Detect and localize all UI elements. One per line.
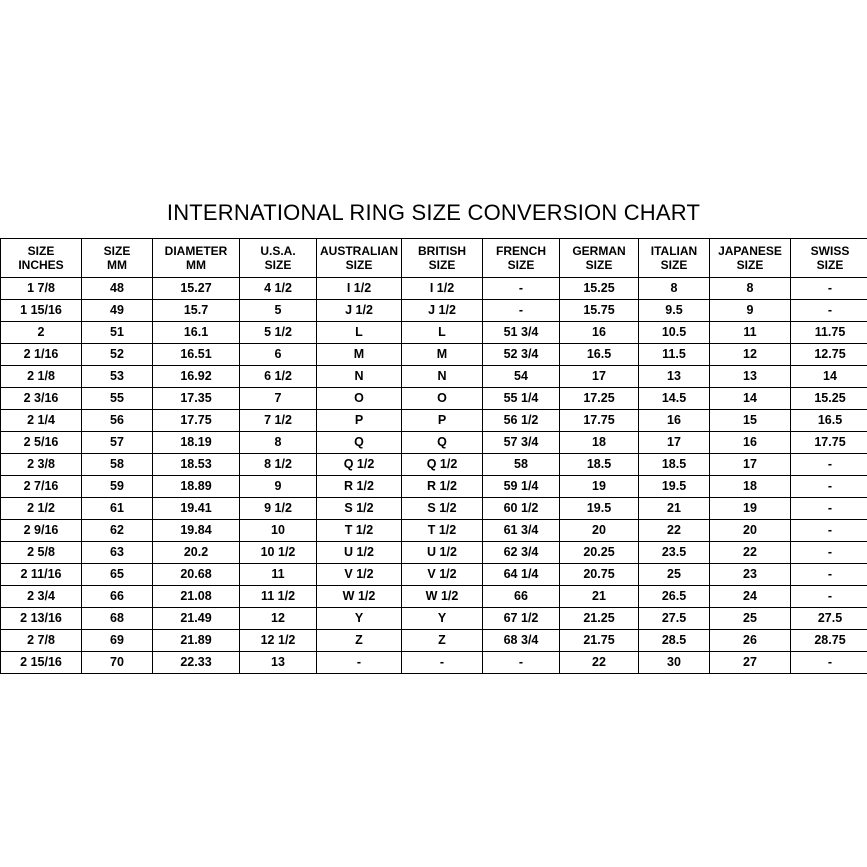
ring-size-chart <box>0 200 867 674</box>
table-cell: - <box>791 564 867 586</box>
table-cell: 15.7 <box>153 300 240 322</box>
column-header-diameter-mm <box>153 239 240 278</box>
header-line-2: SIZE <box>264 258 292 272</box>
table-cell: 18.5 <box>639 454 710 476</box>
table-cell: 21.75 <box>560 630 639 652</box>
table-cell: S 1/2 <box>317 498 402 520</box>
table-row <box>1 476 867 498</box>
table-cell: 11 <box>240 564 317 586</box>
table-cell: 63 <box>82 542 153 564</box>
table-cell: 12.75 <box>791 344 867 366</box>
header-line-1: SWISS <box>810 244 850 258</box>
table-cell: 2 3/8 <box>1 454 82 476</box>
table-row <box>1 278 867 300</box>
table-cell: 67 1/2 <box>483 608 560 630</box>
table-cell: 13 <box>240 652 317 674</box>
table-cell: 20.75 <box>560 564 639 586</box>
table-cell: Z <box>317 630 402 652</box>
table-cell: 56 <box>82 410 153 432</box>
table-cell: - <box>791 454 867 476</box>
column-header-japanese-size <box>710 239 791 278</box>
table-cell: V 1/2 <box>402 564 483 586</box>
table-cell: 25 <box>639 564 710 586</box>
table-cell: 16.5 <box>560 344 639 366</box>
table-cell: O <box>402 388 483 410</box>
table-cell: - <box>483 652 560 674</box>
table-cell: L <box>317 322 402 344</box>
table-cell: 15.27 <box>153 278 240 300</box>
table-cell: T 1/2 <box>402 520 483 542</box>
table-cell: 64 1/4 <box>483 564 560 586</box>
table-cell: 15.25 <box>791 388 867 410</box>
header-line-1: DIAMETER <box>164 244 228 258</box>
table-cell: - <box>402 652 483 674</box>
table-cell: 12 1/2 <box>240 630 317 652</box>
table-cell: 21.49 <box>153 608 240 630</box>
table-cell: 61 3/4 <box>483 520 560 542</box>
table-cell: 17 <box>560 366 639 388</box>
table-cell: 2 9/16 <box>1 520 82 542</box>
table-row <box>1 564 867 586</box>
table-cell: 22.33 <box>153 652 240 674</box>
table-cell: - <box>483 278 560 300</box>
header-line-2: SIZE <box>736 258 764 272</box>
column-header-usa-size <box>240 239 317 278</box>
table-cell: 22 <box>639 520 710 542</box>
table-cell: 17 <box>639 432 710 454</box>
table-cell: R 1/2 <box>317 476 402 498</box>
table-cell: 8 <box>240 432 317 454</box>
table-cell: 19 <box>560 476 639 498</box>
table-cell: - <box>483 300 560 322</box>
table-cell: 28.5 <box>639 630 710 652</box>
header-line-2: SIZE <box>816 258 844 272</box>
table-cell: 22 <box>710 542 791 564</box>
table-cell: 2 15/16 <box>1 652 82 674</box>
table-cell: 57 3/4 <box>483 432 560 454</box>
table-row <box>1 498 867 520</box>
table-cell: 18.89 <box>153 476 240 498</box>
table-cell: 2 11/16 <box>1 564 82 586</box>
table-cell: J 1/2 <box>317 300 402 322</box>
table-cell: J 1/2 <box>402 300 483 322</box>
table-cell: 16 <box>710 432 791 454</box>
table-cell: 20 <box>560 520 639 542</box>
table-cell: I 1/2 <box>317 278 402 300</box>
table-row <box>1 586 867 608</box>
table-row <box>1 322 867 344</box>
header-line-2: SIZE <box>660 258 688 272</box>
table-cell: 1 7/8 <box>1 278 82 300</box>
table-cell: 9 1/2 <box>240 498 317 520</box>
table-cell: 19.41 <box>153 498 240 520</box>
table-cell: 52 <box>82 344 153 366</box>
header-line-1: FRENCH <box>496 244 546 258</box>
table-cell: 54 <box>483 366 560 388</box>
table-cell: 17.75 <box>791 432 867 454</box>
table-row <box>1 366 867 388</box>
table-cell: 19 <box>710 498 791 520</box>
table-cell: 12 <box>710 344 791 366</box>
table-cell: 14 <box>791 366 867 388</box>
table-cell: 66 <box>483 586 560 608</box>
header-line-2: SIZE <box>428 258 456 272</box>
table-cell: 15 <box>710 410 791 432</box>
table-cell: 2 1/2 <box>1 498 82 520</box>
table-cell: 18.53 <box>153 454 240 476</box>
table-cell: R 1/2 <box>402 476 483 498</box>
table-cell: - <box>791 542 867 564</box>
page-title: INTERNATIONAL RING SIZE CONVERSION CHART <box>166 200 701 225</box>
table-cell: 2 7/16 <box>1 476 82 498</box>
header-line-2: INCHES <box>18 258 64 272</box>
table-cell: U 1/2 <box>402 542 483 564</box>
table-cell: 8 <box>639 278 710 300</box>
table-cell: 51 <box>82 322 153 344</box>
table-cell: 2 <box>1 322 82 344</box>
table-cell: 16.92 <box>153 366 240 388</box>
column-header-australian-size <box>317 239 402 278</box>
table-cell: Q 1/2 <box>317 454 402 476</box>
table-cell: 20.2 <box>153 542 240 564</box>
table-cell: Q 1/2 <box>402 454 483 476</box>
table-cell: 20.68 <box>153 564 240 586</box>
table-cell: L <box>402 322 483 344</box>
header-line-2: SIZE <box>507 258 535 272</box>
header-line-2: MM <box>186 258 206 272</box>
table-cell: 18 <box>560 432 639 454</box>
table-cell: Y <box>317 608 402 630</box>
header-line-2: MM <box>107 258 127 272</box>
header-line-2: SIZE <box>345 258 373 272</box>
table-cell: 16 <box>639 410 710 432</box>
column-header-british-size <box>402 239 483 278</box>
table-cell: 21.08 <box>153 586 240 608</box>
table-cell: 16.1 <box>153 322 240 344</box>
table-cell: 21 <box>639 498 710 520</box>
header-line-1: JAPANESE <box>718 244 782 258</box>
table-cell: 52 3/4 <box>483 344 560 366</box>
table-cell: - <box>317 652 402 674</box>
table-cell: 17.75 <box>560 410 639 432</box>
table-cell: 2 5/16 <box>1 432 82 454</box>
table-cell: 14.5 <box>639 388 710 410</box>
table-cell: 4 1/2 <box>240 278 317 300</box>
table-cell: 17 <box>710 454 791 476</box>
table-cell: Q <box>402 432 483 454</box>
column-header-size-mm <box>82 239 153 278</box>
header-line-1: ITALIAN <box>650 244 698 258</box>
table-cell: 58 <box>82 454 153 476</box>
table-cell: - <box>791 586 867 608</box>
table-cell: Z <box>402 630 483 652</box>
table-body <box>1 278 867 674</box>
table-cell: 65 <box>82 564 153 586</box>
table-cell: P <box>402 410 483 432</box>
table-cell: 48 <box>82 278 153 300</box>
table-cell: W 1/2 <box>402 586 483 608</box>
header-row <box>1 239 867 278</box>
table-row <box>1 432 867 454</box>
table-cell: 62 3/4 <box>483 542 560 564</box>
table-cell: 55 <box>82 388 153 410</box>
table-cell: - <box>791 278 867 300</box>
table-cell: N <box>402 366 483 388</box>
table-cell: 69 <box>82 630 153 652</box>
table-cell: 2 5/8 <box>1 542 82 564</box>
table-cell: 18 <box>710 476 791 498</box>
table-cell: - <box>791 520 867 542</box>
column-header-swiss-size <box>791 239 867 278</box>
table-cell: 7 1/2 <box>240 410 317 432</box>
table-cell: - <box>791 652 867 674</box>
table-cell: 24 <box>710 586 791 608</box>
column-header-german-size <box>560 239 639 278</box>
table-cell: 9.5 <box>639 300 710 322</box>
table-cell: 5 <box>240 300 317 322</box>
conversion-table <box>0 238 867 674</box>
table-cell: 10.5 <box>639 322 710 344</box>
table-cell: 2 3/4 <box>1 586 82 608</box>
table-cell: 14 <box>710 388 791 410</box>
table-cell: 1 15/16 <box>1 300 82 322</box>
table-cell: 16 <box>560 322 639 344</box>
table-cell: 20 <box>710 520 791 542</box>
table-cell: W 1/2 <box>317 586 402 608</box>
table-cell: 27.5 <box>639 608 710 630</box>
table-cell: 6 <box>240 344 317 366</box>
table-cell: 15.25 <box>560 278 639 300</box>
table-cell: - <box>791 476 867 498</box>
table-cell: 56 1/2 <box>483 410 560 432</box>
table-cell: N <box>317 366 402 388</box>
table-cell: 51 3/4 <box>483 322 560 344</box>
table-cell: 8 <box>710 278 791 300</box>
table-cell: 19.84 <box>153 520 240 542</box>
column-header-french-size <box>483 239 560 278</box>
column-header-size-inches <box>1 239 82 278</box>
table-cell: 11.75 <box>791 322 867 344</box>
table-cell: 27 <box>710 652 791 674</box>
table-cell: 27.5 <box>791 608 867 630</box>
table-cell: V 1/2 <box>317 564 402 586</box>
header-line-1: SIZE <box>27 244 55 258</box>
table-cell: - <box>791 498 867 520</box>
table-cell: 13 <box>710 366 791 388</box>
table-row <box>1 454 867 476</box>
table-cell: 53 <box>82 366 153 388</box>
table-cell: 11.5 <box>639 344 710 366</box>
table-cell: 12 <box>240 608 317 630</box>
table-cell: 59 <box>82 476 153 498</box>
table-cell: U 1/2 <box>317 542 402 564</box>
table-cell: 17.75 <box>153 410 240 432</box>
table-cell: 17.25 <box>560 388 639 410</box>
header-line-1: SIZE <box>103 244 131 258</box>
table-row <box>1 608 867 630</box>
table-cell: 62 <box>82 520 153 542</box>
table-header <box>1 239 867 278</box>
table-cell: S 1/2 <box>402 498 483 520</box>
table-cell: 49 <box>82 300 153 322</box>
table-cell: 13 <box>639 366 710 388</box>
table-cell: 9 <box>240 476 317 498</box>
table-cell: 9 <box>710 300 791 322</box>
table-cell: 28.75 <box>791 630 867 652</box>
table-cell: 2 13/16 <box>1 608 82 630</box>
header-line-1: GERMAN <box>572 244 626 258</box>
header-line-1: U.S.A. <box>260 244 296 258</box>
table-cell: 66 <box>82 586 153 608</box>
table-cell: 21.25 <box>560 608 639 630</box>
table-cell: 21.89 <box>153 630 240 652</box>
table-cell: 5 1/2 <box>240 322 317 344</box>
table-row <box>1 652 867 674</box>
table-row <box>1 410 867 432</box>
table-cell: 18.5 <box>560 454 639 476</box>
table-cell: 19.5 <box>560 498 639 520</box>
table-cell: 2 1/8 <box>1 366 82 388</box>
header-line-2: SIZE <box>585 258 613 272</box>
column-header-italian-size <box>639 239 710 278</box>
table-row <box>1 344 867 366</box>
table-cell: 6 1/2 <box>240 366 317 388</box>
table-cell: M <box>317 344 402 366</box>
table-cell: 18.19 <box>153 432 240 454</box>
table-row <box>1 630 867 652</box>
table-cell: 10 1/2 <box>240 542 317 564</box>
table-cell: 61 <box>82 498 153 520</box>
table-cell: 20.25 <box>560 542 639 564</box>
table-cell: 11 1/2 <box>240 586 317 608</box>
table-cell: 26.5 <box>639 586 710 608</box>
table-cell: I 1/2 <box>402 278 483 300</box>
table-cell: - <box>791 300 867 322</box>
table-cell: 23.5 <box>639 542 710 564</box>
table-cell: 25 <box>710 608 791 630</box>
table-cell: 16.5 <box>791 410 867 432</box>
table-cell: 68 <box>82 608 153 630</box>
header-line-1: BRITISH <box>418 244 466 258</box>
table-cell: 2 3/16 <box>1 388 82 410</box>
table-cell: 19.5 <box>639 476 710 498</box>
table-cell: 22 <box>560 652 639 674</box>
table-cell: 8 1/2 <box>240 454 317 476</box>
table-cell: M <box>402 344 483 366</box>
table-row <box>1 542 867 564</box>
table-cell: O <box>317 388 402 410</box>
table-cell: Q <box>317 432 402 454</box>
table-cell: 10 <box>240 520 317 542</box>
table-cell: 15.75 <box>560 300 639 322</box>
table-cell: 17.35 <box>153 388 240 410</box>
table-row <box>1 388 867 410</box>
table-cell: 58 <box>483 454 560 476</box>
table-row <box>1 300 867 322</box>
table-cell: 55 1/4 <box>483 388 560 410</box>
table-cell: 2 1/4 <box>1 410 82 432</box>
table-cell: P <box>317 410 402 432</box>
table-cell: 7 <box>240 388 317 410</box>
table-cell: 57 <box>82 432 153 454</box>
table-cell: Y <box>402 608 483 630</box>
table-cell: 21 <box>560 586 639 608</box>
table-cell: T 1/2 <box>317 520 402 542</box>
table-cell: 60 1/2 <box>483 498 560 520</box>
table-cell: 23 <box>710 564 791 586</box>
table-cell: 68 3/4 <box>483 630 560 652</box>
table-cell: 2 1/16 <box>1 344 82 366</box>
table-cell: 11 <box>710 322 791 344</box>
header-line-1: AUSTRALIAN <box>320 244 398 258</box>
table-cell: 2 7/8 <box>1 630 82 652</box>
table-cell: 70 <box>82 652 153 674</box>
table-row <box>1 520 867 542</box>
table-cell: 26 <box>710 630 791 652</box>
table-cell: 16.51 <box>153 344 240 366</box>
table-cell: 30 <box>639 652 710 674</box>
table-cell: 59 1/4 <box>483 476 560 498</box>
